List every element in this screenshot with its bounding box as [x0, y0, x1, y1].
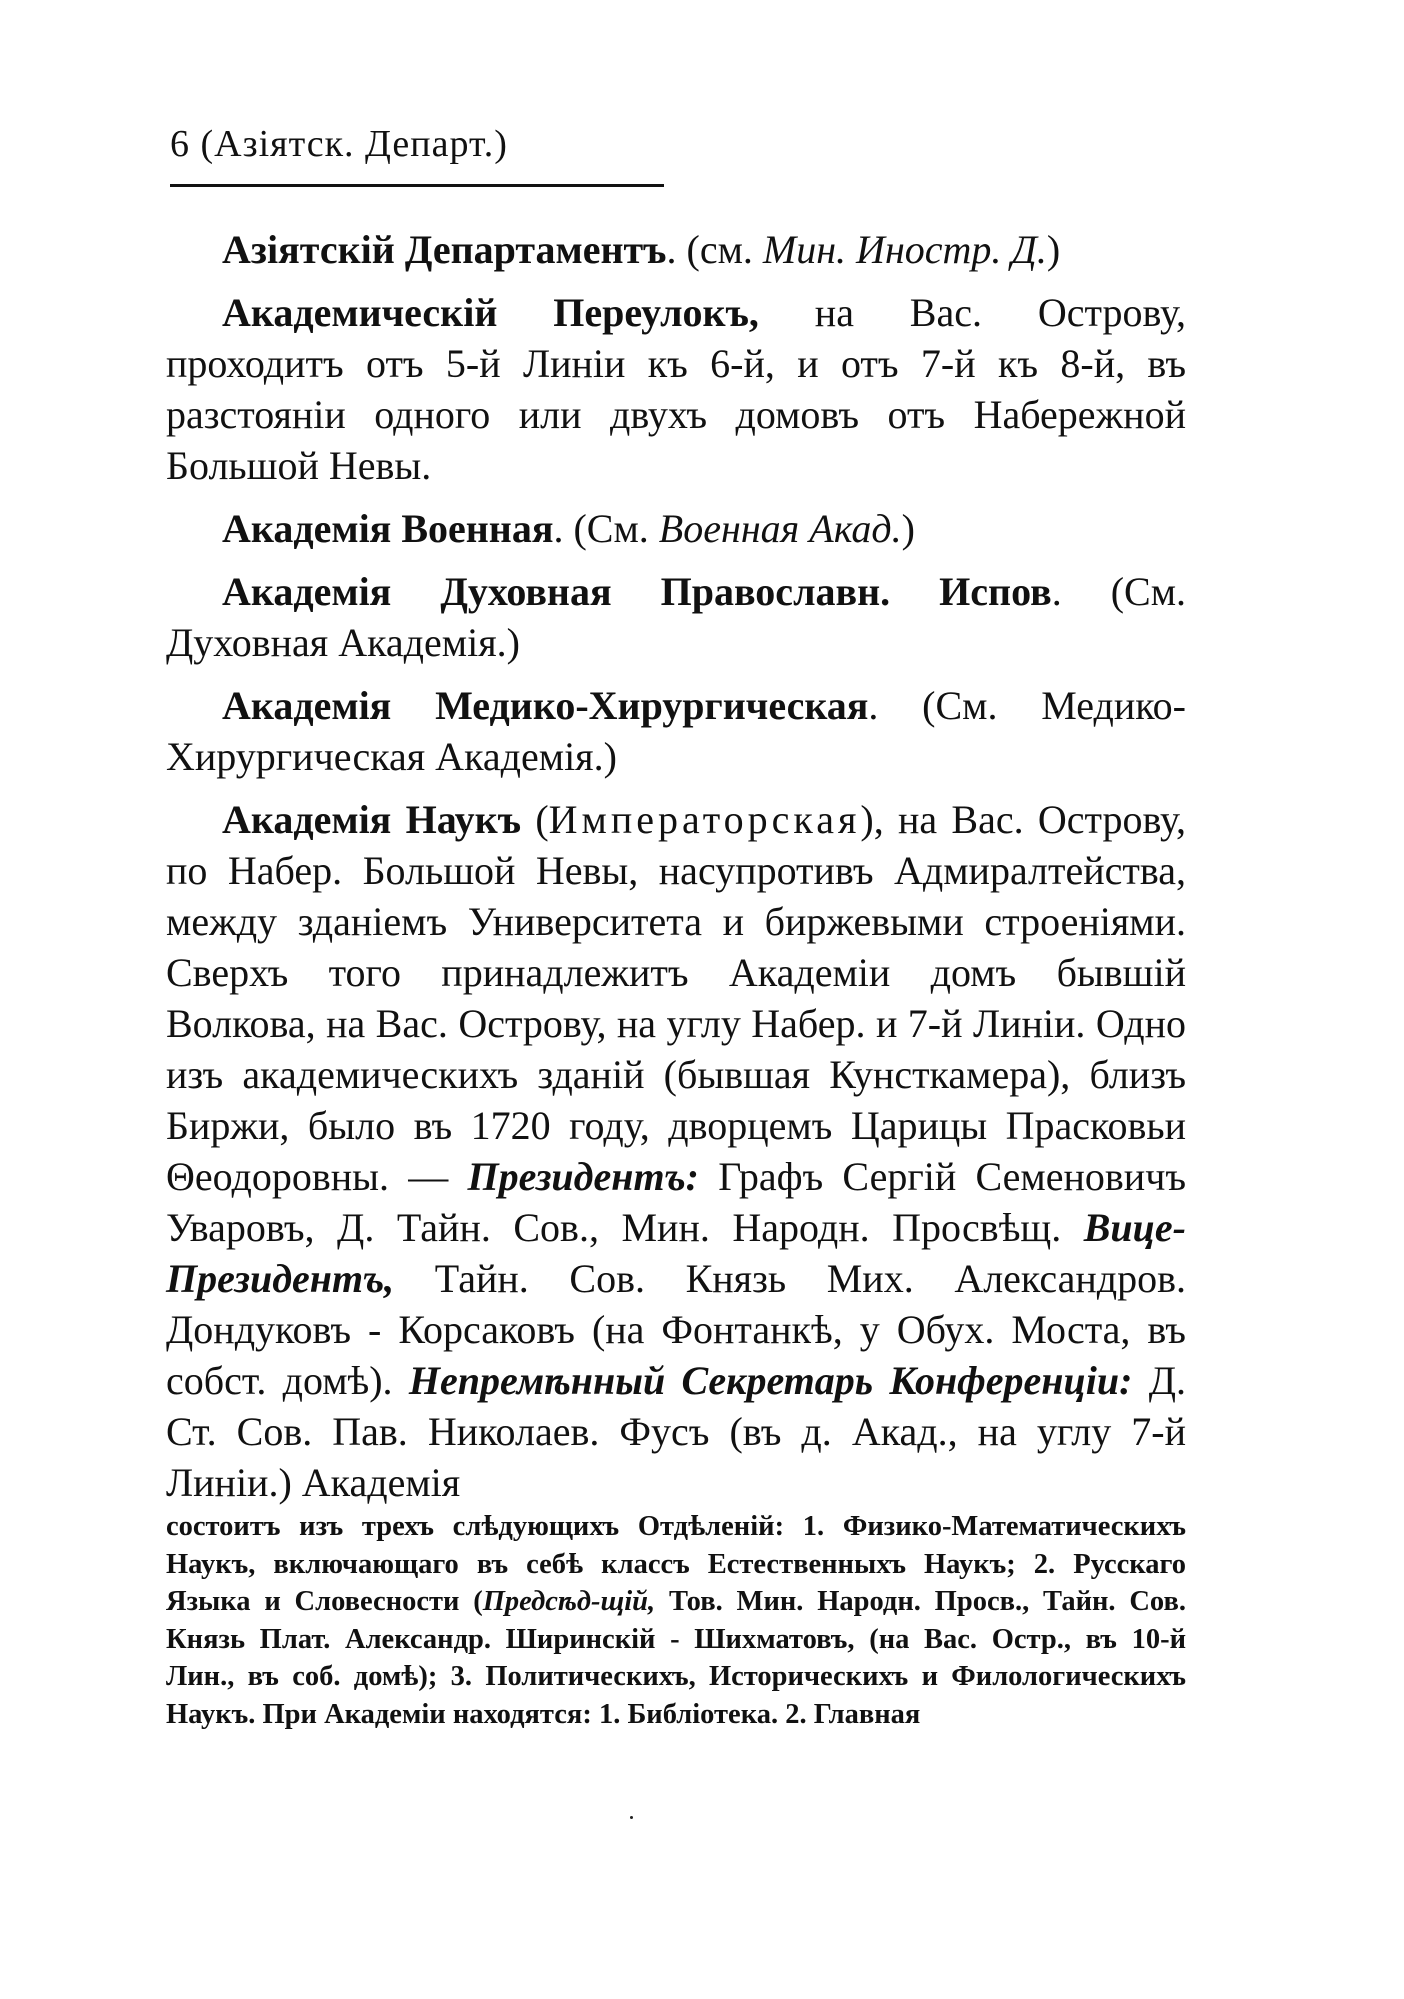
entry-text: Тайн. Сов. Князь Мих. Александров. Дондуковъ - Корсаковъ (на Фонтанкѣ, у Обух. Моста, въ собст. домѣ). — [166, 1256, 1186, 1403]
entry-text: ) — [901, 506, 915, 551]
role-president: Президентъ: — [467, 1154, 699, 1199]
entry-academic-lane — [166, 287, 1186, 491]
headword: Азiятскiй Департаментъ — [222, 227, 667, 272]
entry-text: ( — [521, 797, 549, 842]
headword: Академiя Военная — [222, 506, 554, 551]
body-text — [166, 224, 1186, 1762]
entry-text: на Вас. Острову, проходитъ отъ 5-й Линiи къ 6-й, и отъ 7-й къ 8-й, въ разстоянiи одного или двухъ домовъ отъ Набережной Большой Невы. — [166, 290, 1186, 488]
cross-reference: Военная Акад. — [658, 506, 902, 551]
entry-medical-surgical-academy — [166, 680, 1186, 782]
entry-military-academy — [166, 503, 1186, 554]
small-text: Тов. Мин. Народн. Просв., Тайн. Сов. Князь Плат. Александр. Ширинскiй - Шихматовъ, (на Вас. Остр., въ 10-й Лин., въ соб. домѣ); 3. Политическихъ, Историческихъ и Филологическихъ Наукъ. При Академiи находятся: 1. Библiотека. 2. Главная — [166, 1586, 1186, 1730]
entry-text: . (См. Духовная Академiя.) — [166, 569, 1187, 665]
entry-text: . (см. — [666, 227, 763, 272]
header-rule — [170, 184, 664, 187]
entry-text: Графъ Сергiй Семеновичъ Уваровъ, Д. Тайн. Сов., Мин. Народн. Просвѣщ. — [166, 1154, 1186, 1250]
role-vice-president: Вице-Президентъ, — [166, 1205, 1186, 1301]
small-print-block — [166, 1508, 1186, 1733]
entry-academy-of-sciences — [166, 794, 1186, 1508]
role-chairman: Предсѣд-щiй, — [482, 1586, 656, 1617]
entry-text: . (См. — [553, 506, 659, 551]
entry-text: ) — [1046, 227, 1061, 272]
headword: Академiя Наукъ — [222, 797, 522, 842]
headword: Академiя Медико-Хирургическая — [222, 683, 869, 728]
entry-text: Д. Ст. Сов. Пав. Николаев. Фусъ (въ д. Акад., на углу 7-й Линiи.) Академiя — [166, 1358, 1186, 1505]
entry-theological-academy — [166, 566, 1186, 668]
small-text: состоитъ изъ трехъ слѣдующихъ Отдѣленiй: 1. Физико-Математическихъ Наукъ, включающаго въ себѣ классъ Естественныхъ Наукъ; 2. Русскаго Языка и Словесности ( — [166, 1511, 1186, 1617]
running-head: 6 (Азiятск. Департ.) — [170, 123, 508, 165]
cross-reference: Мин. Иностр. Д. — [762, 227, 1047, 272]
spaced-text: Императорская — [548, 797, 861, 842]
role-permanent-secretary: Непремѣнный Секретарь Конференцiи: — [408, 1358, 1133, 1403]
headword: Академiя Духовная Православн. Испов — [222, 569, 1052, 614]
entry-text: ), на Вас. Острову, по Набер. Большой Невы, насупротивъ Адмиралтейства, между зданiемъ Университета и биржевыми строенiями. Сверхъ того принадлежитъ Академiи домъ бывшiй Волкова, на Вас. Острову, на углу Набер. и 7-й Линiи. Одно изъ академическихъ зданiй (бывшая Кунсткамера), близъ Биржи, было въ 1720 году, дворцемъ Царицы Прасковьи Θеодоровны. — — [166, 797, 1187, 1199]
print-speck — [630, 1816, 633, 1819]
headword: Академическiй Переулокъ, — [222, 290, 759, 335]
entry-text: . (См. Медико-Хирургическая Академiя.) — [166, 683, 1186, 779]
entry-asian-department — [166, 224, 1186, 275]
